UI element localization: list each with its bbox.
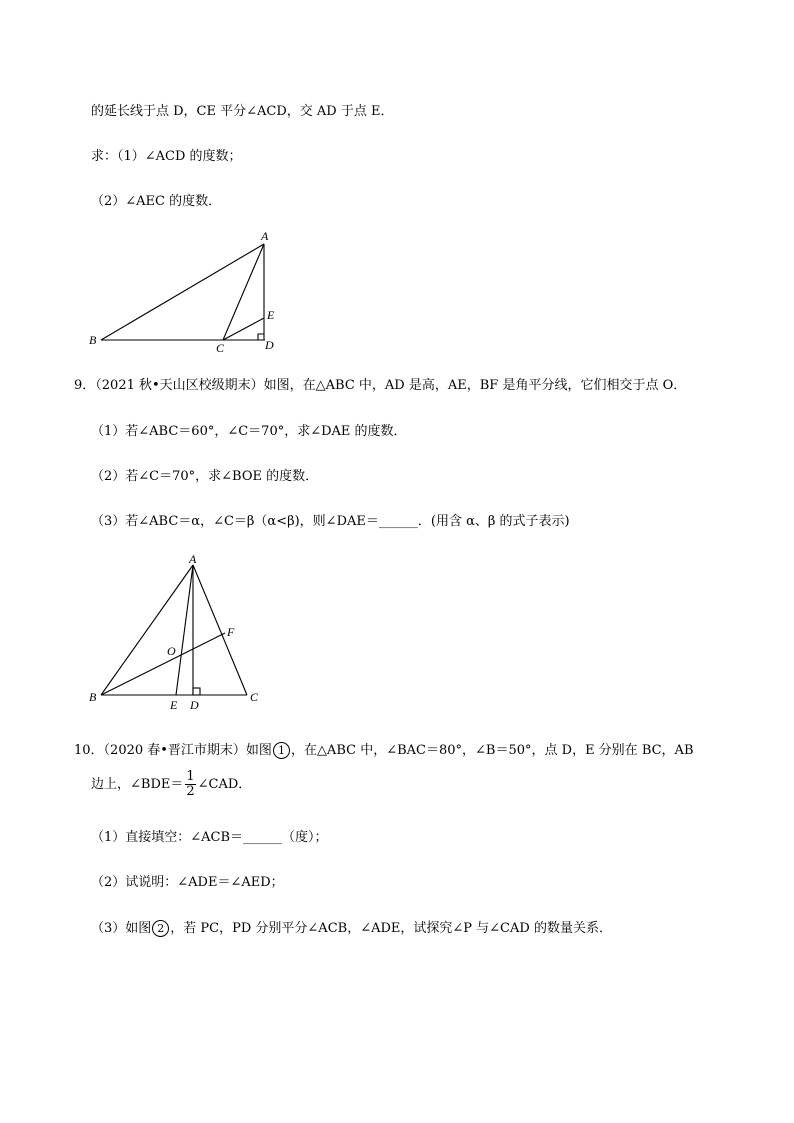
one-half-fraction [185, 770, 195, 799]
fraction-numerator: 1 [186, 769, 195, 784]
p9-segment-AB [101, 565, 193, 695]
p9-label-E: E [170, 698, 178, 712]
p8-label-B: B [89, 333, 97, 347]
p8-question2: （2）∠AEC 的度数． [91, 194, 222, 209]
p10-line2 [91, 770, 251, 800]
p9-figure [85, 553, 275, 713]
p10-question1: （1）直接填空：∠ACB＝______（度）； [91, 830, 328, 845]
p10-line2-part-a: 边上，∠BDE＝ [91, 777, 184, 792]
figure-1-marker: 1 [273, 742, 290, 759]
p8-figure [85, 226, 285, 356]
p8-label-C: C [216, 341, 225, 355]
p9-bisector-BF [101, 633, 225, 695]
figure-2-marker: 2 [152, 920, 169, 937]
p9-label-A: A [189, 553, 197, 566]
p10-q3-part-a: （3）如图 [91, 921, 152, 936]
p9-label-F: F [227, 625, 235, 639]
p10-header-part-b: ，在△ABC 中，∠BAC＝80°，∠B＝50°，点 D，E 分别在 BC，AB [290, 743, 694, 758]
p9-label-C: C [250, 690, 259, 704]
p9-header: 9．（2021 秋•天山区校级期末）如图，在△ABC 中，AD 是高，AE，BF 是角平分线，它们相交于点 O． [74, 378, 687, 393]
p9-label-D: D [190, 698, 199, 712]
p9-question3: （3）若∠ABC＝α，∠C＝β（α<β)，则∠DAE＝______．(用含 α、β 的式子表示) [91, 514, 570, 529]
p9-question1: （1）若∠ABC＝60°，∠C＝70°，求∠DAE 的度数． [91, 424, 407, 439]
p10-question2: （2）试说明：∠ADE＝∠AED； [91, 875, 284, 890]
p8-question1: 求：（1）∠ACD 的度数； [91, 149, 242, 164]
p8-segment-BA [101, 244, 264, 340]
p8-label-A: A [261, 229, 269, 243]
p10-question3 [91, 920, 612, 937]
p9-question2: （2）若∠C＝70°，求∠BOE 的度数． [91, 469, 319, 484]
p10-line2-part-b: ∠CAD． [197, 777, 252, 792]
fraction-denominator: 2 [186, 784, 195, 799]
p8-label-E: E [267, 308, 275, 322]
p8-line1: 的延长线于点 D，CE 平分∠ACD，交 AD 于点 E． [91, 104, 394, 119]
p9-label-B: B [89, 690, 97, 704]
p10-q3-part-b: ，若 PC，PD 分别平分∠ACB，∠ADE，试探究∠P 与∠CAD 的数量关系． [170, 921, 612, 936]
p8-label-D: D [265, 338, 274, 352]
p8-right-angle-mark [258, 334, 264, 340]
p9-right-angle-mark [193, 688, 200, 695]
p10-header-part-a: 10．（2020 春•晋江市期末）如图 [74, 743, 272, 758]
p8-segment-AC [223, 244, 264, 340]
p9-label-O: O [167, 644, 176, 658]
p9-segment-AC [193, 565, 247, 695]
p10-header [74, 742, 694, 759]
